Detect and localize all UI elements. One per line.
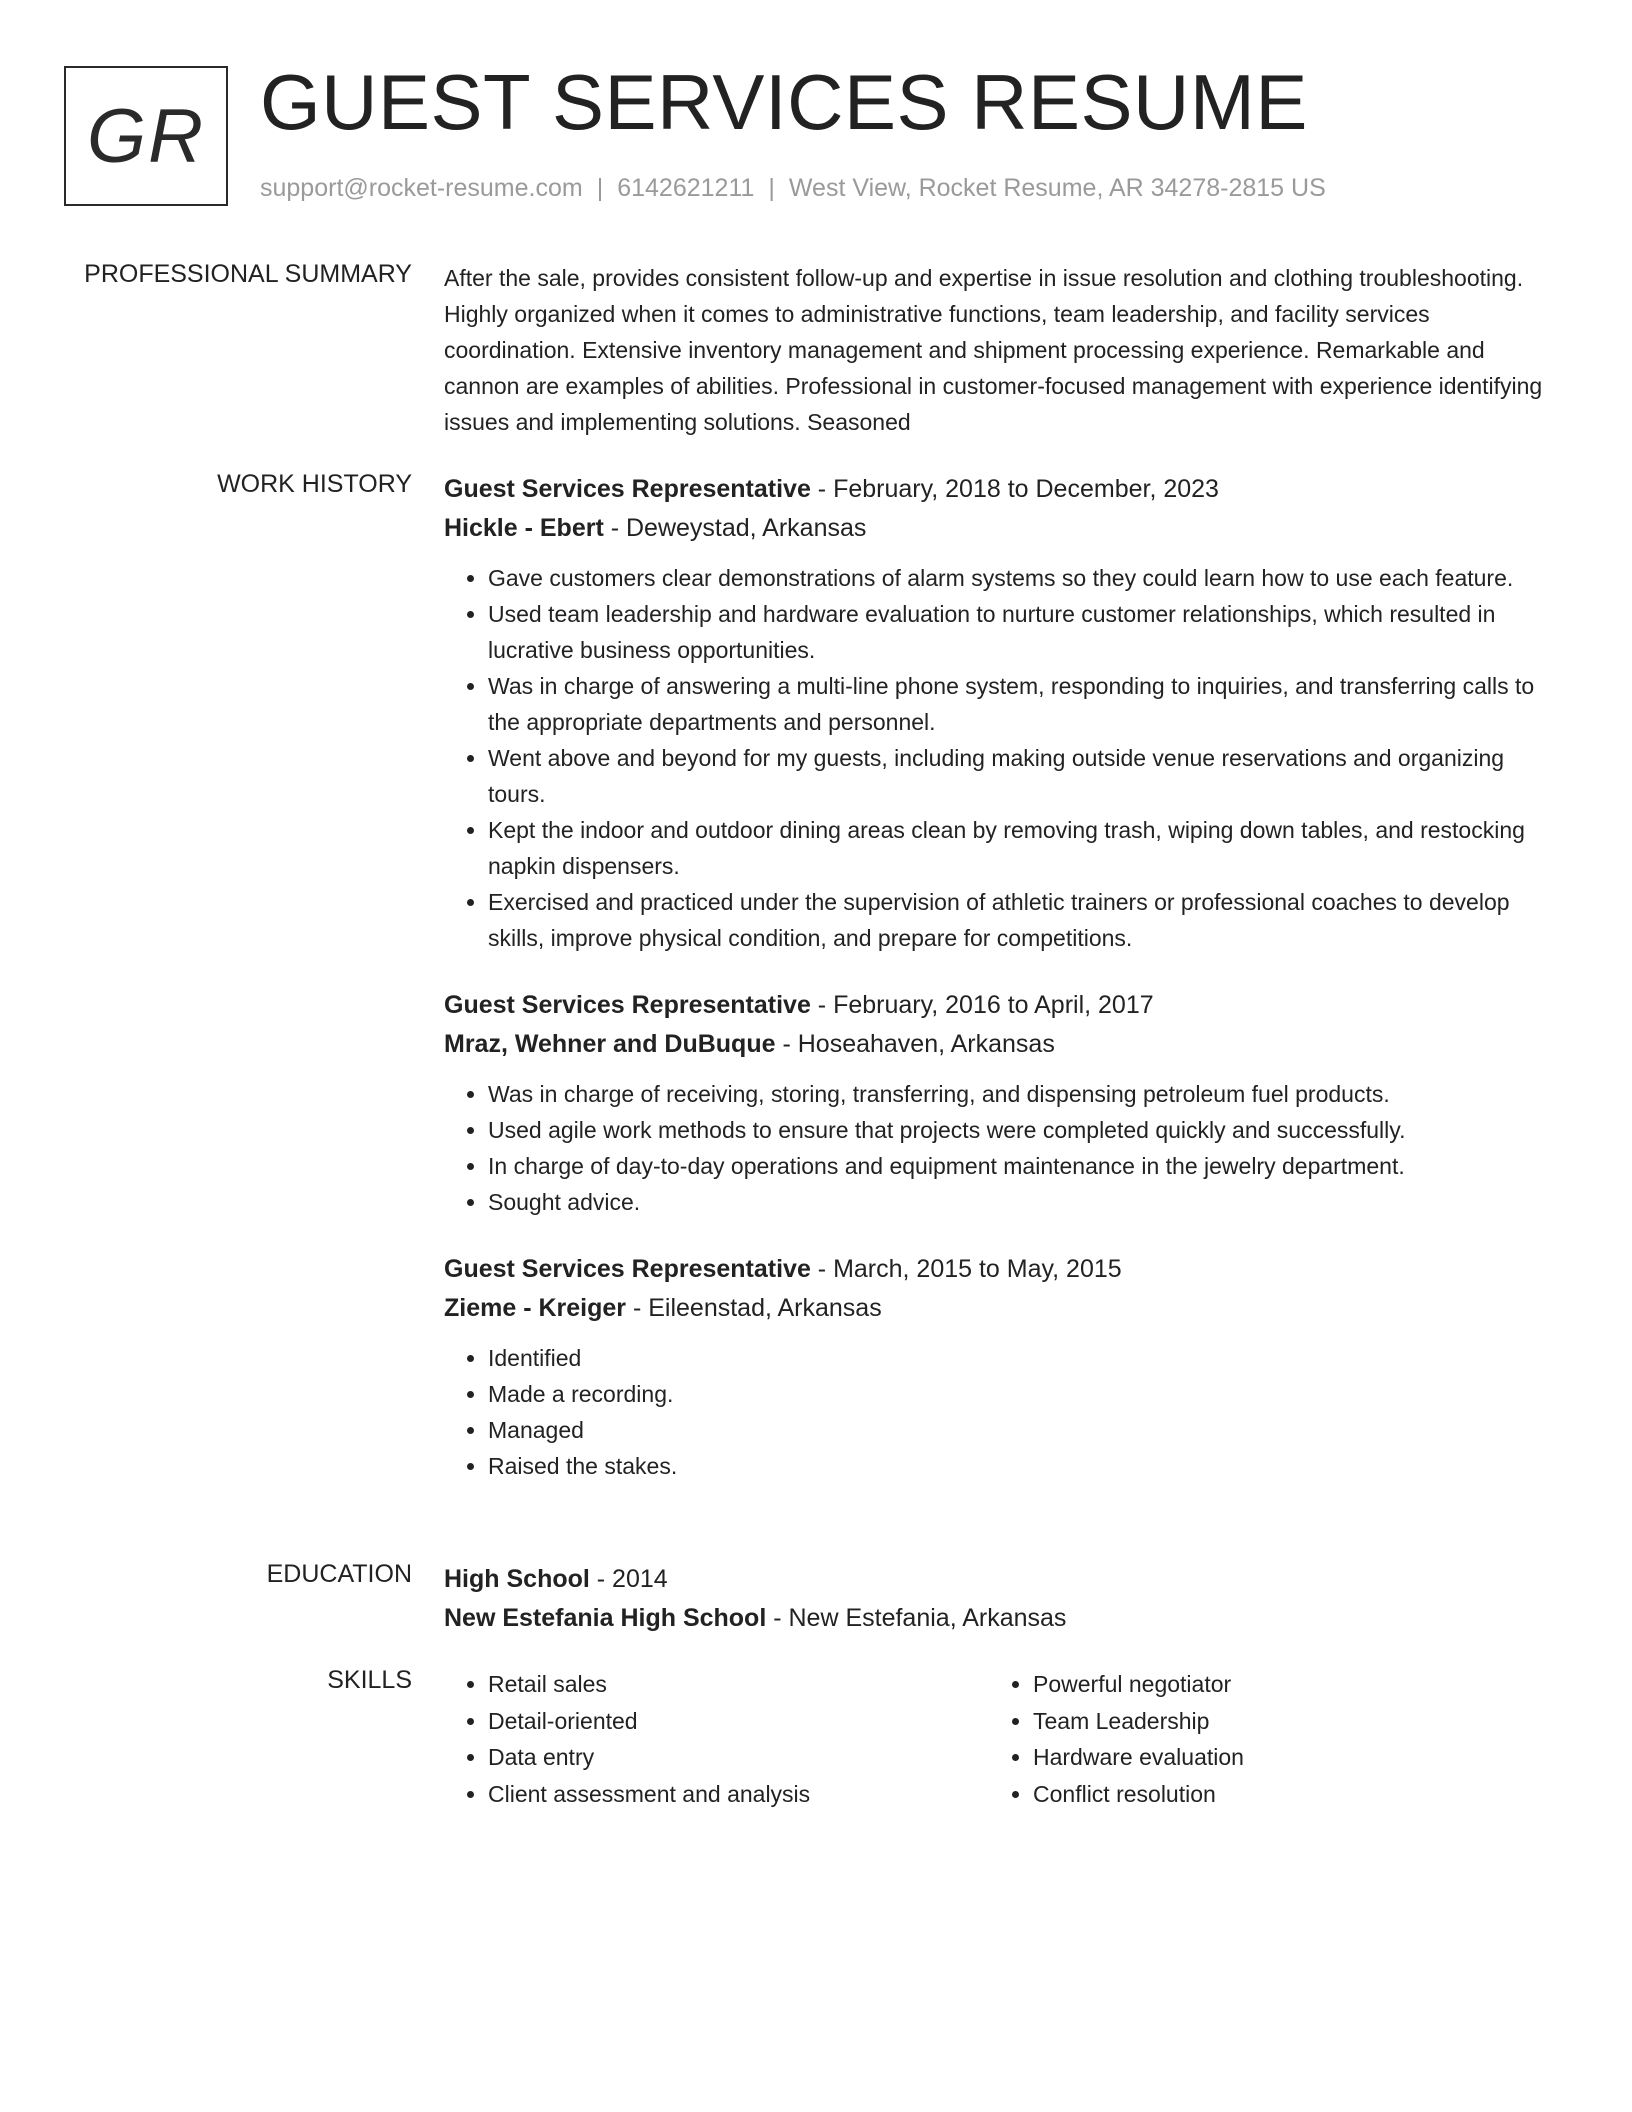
skills-column-right [989, 1666, 1534, 1812]
job-company: Zieme - Kreiger [444, 1294, 627, 1322]
job-title-line [444, 1250, 1554, 1289]
job-bullet: • Raised the stakes. [488, 1448, 1554, 1484]
job-company-line [444, 1025, 1554, 1064]
skills-list [989, 1666, 1534, 1812]
skills-body [444, 1666, 1554, 1812]
skills-heading: SKILLS [327, 1666, 412, 1694]
job-bullet: • Used team leadership and hardware evaluation to nurture customer relationships, which resulted in lucrative business opportunities. [488, 596, 1554, 668]
job-location: - Deweystad, Arkansas [603, 514, 867, 542]
skill-item: • Retail sales [488, 1666, 989, 1703]
education-school-line [444, 1599, 1554, 1638]
job-bullet: • Kept the indoor and outdoor dining areas clean by removing trash, wiping down tables, and restocking napkin dispensers. [488, 812, 1554, 884]
job-bullet: • Gave customers clear demonstrations of alarm systems so they could learn how to use each feature. [488, 560, 1554, 596]
skill-item: • Powerful negotiator [1033, 1666, 1534, 1703]
contact-line [260, 174, 1326, 203]
skill-item: • Data entry [488, 1739, 989, 1776]
job-dates: - February, 2016 to April, 2017 [810, 991, 1154, 1019]
work-history-body [444, 470, 1554, 1514]
job-dates: - February, 2018 to December, 2023 [810, 475, 1219, 503]
job-company-line [444, 1289, 1554, 1328]
summary-body [444, 260, 1554, 440]
education-location: - New Estefania, Arkansas [766, 1604, 1067, 1632]
job-bullet: • Was in charge of receiving, storing, transferring, and dispensing petroleum fuel products. [488, 1076, 1554, 1112]
job-entry [444, 986, 1554, 1220]
education-year: - 2014 [589, 1565, 668, 1593]
job-bullet: • Identified [488, 1340, 1554, 1376]
job-bullets [444, 560, 1554, 956]
job-entry [444, 470, 1554, 956]
job-bullet: • In charge of day-to-day operations and equipment maintenance in the jewelry department. [488, 1148, 1554, 1184]
job-bullet: • Made a recording. [488, 1376, 1554, 1412]
education-heading: EDUCATION [266, 1560, 412, 1588]
job-bullet: • Used agile work methods to ensure that projects were completed quickly and successfully. [488, 1112, 1554, 1148]
education-body [444, 1560, 1554, 1638]
job-entry [444, 1250, 1554, 1484]
job-company-line [444, 509, 1554, 548]
job-bullet: • Managed [488, 1412, 1554, 1448]
job-title: Guest Services Representative [444, 991, 811, 1019]
job-bullet: • Sought advice. [488, 1184, 1554, 1220]
education-degree: High School [444, 1565, 590, 1593]
skill-item: • Client assessment and analysis [488, 1776, 989, 1813]
skill-item: • Team Leadership [1033, 1703, 1534, 1740]
job-company: Mraz, Wehner and DuBuque [444, 1030, 776, 1058]
job-title-line [444, 986, 1554, 1025]
job-bullet: • Went above and beyond for my guests, including making outside venue reservations and organizing tours. [488, 740, 1554, 812]
job-title-line [444, 470, 1554, 509]
job-company: Hickle - Ebert [444, 514, 604, 542]
work-history-heading: WORK HISTORY [217, 470, 412, 498]
contact-email: support@rocket-resume.com [260, 174, 583, 202]
education-school: New Estefania High School [444, 1604, 767, 1632]
skill-item: • Detail-oriented [488, 1703, 989, 1740]
contact-phone: 6142621211 [617, 174, 755, 202]
job-bullet: • Was in charge of answering a multi-line phone system, responding to inquiries, and transferring calls to the appropriate departments and personnel. [488, 668, 1554, 740]
skills-columns [444, 1666, 1554, 1812]
job-title: Guest Services Representative [444, 475, 811, 503]
job-dates: - March, 2015 to May, 2015 [810, 1255, 1122, 1283]
skills-list [444, 1666, 989, 1812]
contact-separator: | [768, 174, 775, 202]
contact-address: West View, Rocket Resume, AR 34278-2815 US [788, 174, 1326, 202]
skills-column-left [444, 1666, 989, 1812]
job-location: - Eileenstad, Arkansas [626, 1294, 882, 1322]
contact-separator: | [596, 174, 604, 202]
education-degree-line [444, 1560, 1554, 1599]
monogram-badge: GR [64, 66, 228, 206]
skill-item: • Conflict resolution [1033, 1776, 1534, 1813]
job-bullets [444, 1340, 1554, 1484]
summary-text: After the sale, provides consistent follow-up and expertise in issue resolution and clothing troubleshooting. Highly organized when it comes to administrative functions, team leadership, and facility services coordination. Extensive inventory management and shipment processing experience. Remarkable and cannon are examples of abilities. Professional in customer-focused management with experience identifying issues and implementing solutions. Seasoned [444, 265, 1543, 435]
resume-title: GUEST SERVICES RESUME [260, 58, 1308, 146]
summary-heading: PROFESSIONAL SUMMARY [84, 260, 412, 288]
job-title: Guest Services Representative [444, 1255, 811, 1283]
skill-item: • Hardware evaluation [1033, 1739, 1534, 1776]
job-bullets [444, 1076, 1554, 1220]
job-location: - Hoseahaven, Arkansas [775, 1030, 1055, 1058]
job-bullet: • Exercised and practiced under the supervision of athletic trainers or professional coaches to develop skills, improve physical condition, and prepare for competitions. [488, 884, 1554, 956]
